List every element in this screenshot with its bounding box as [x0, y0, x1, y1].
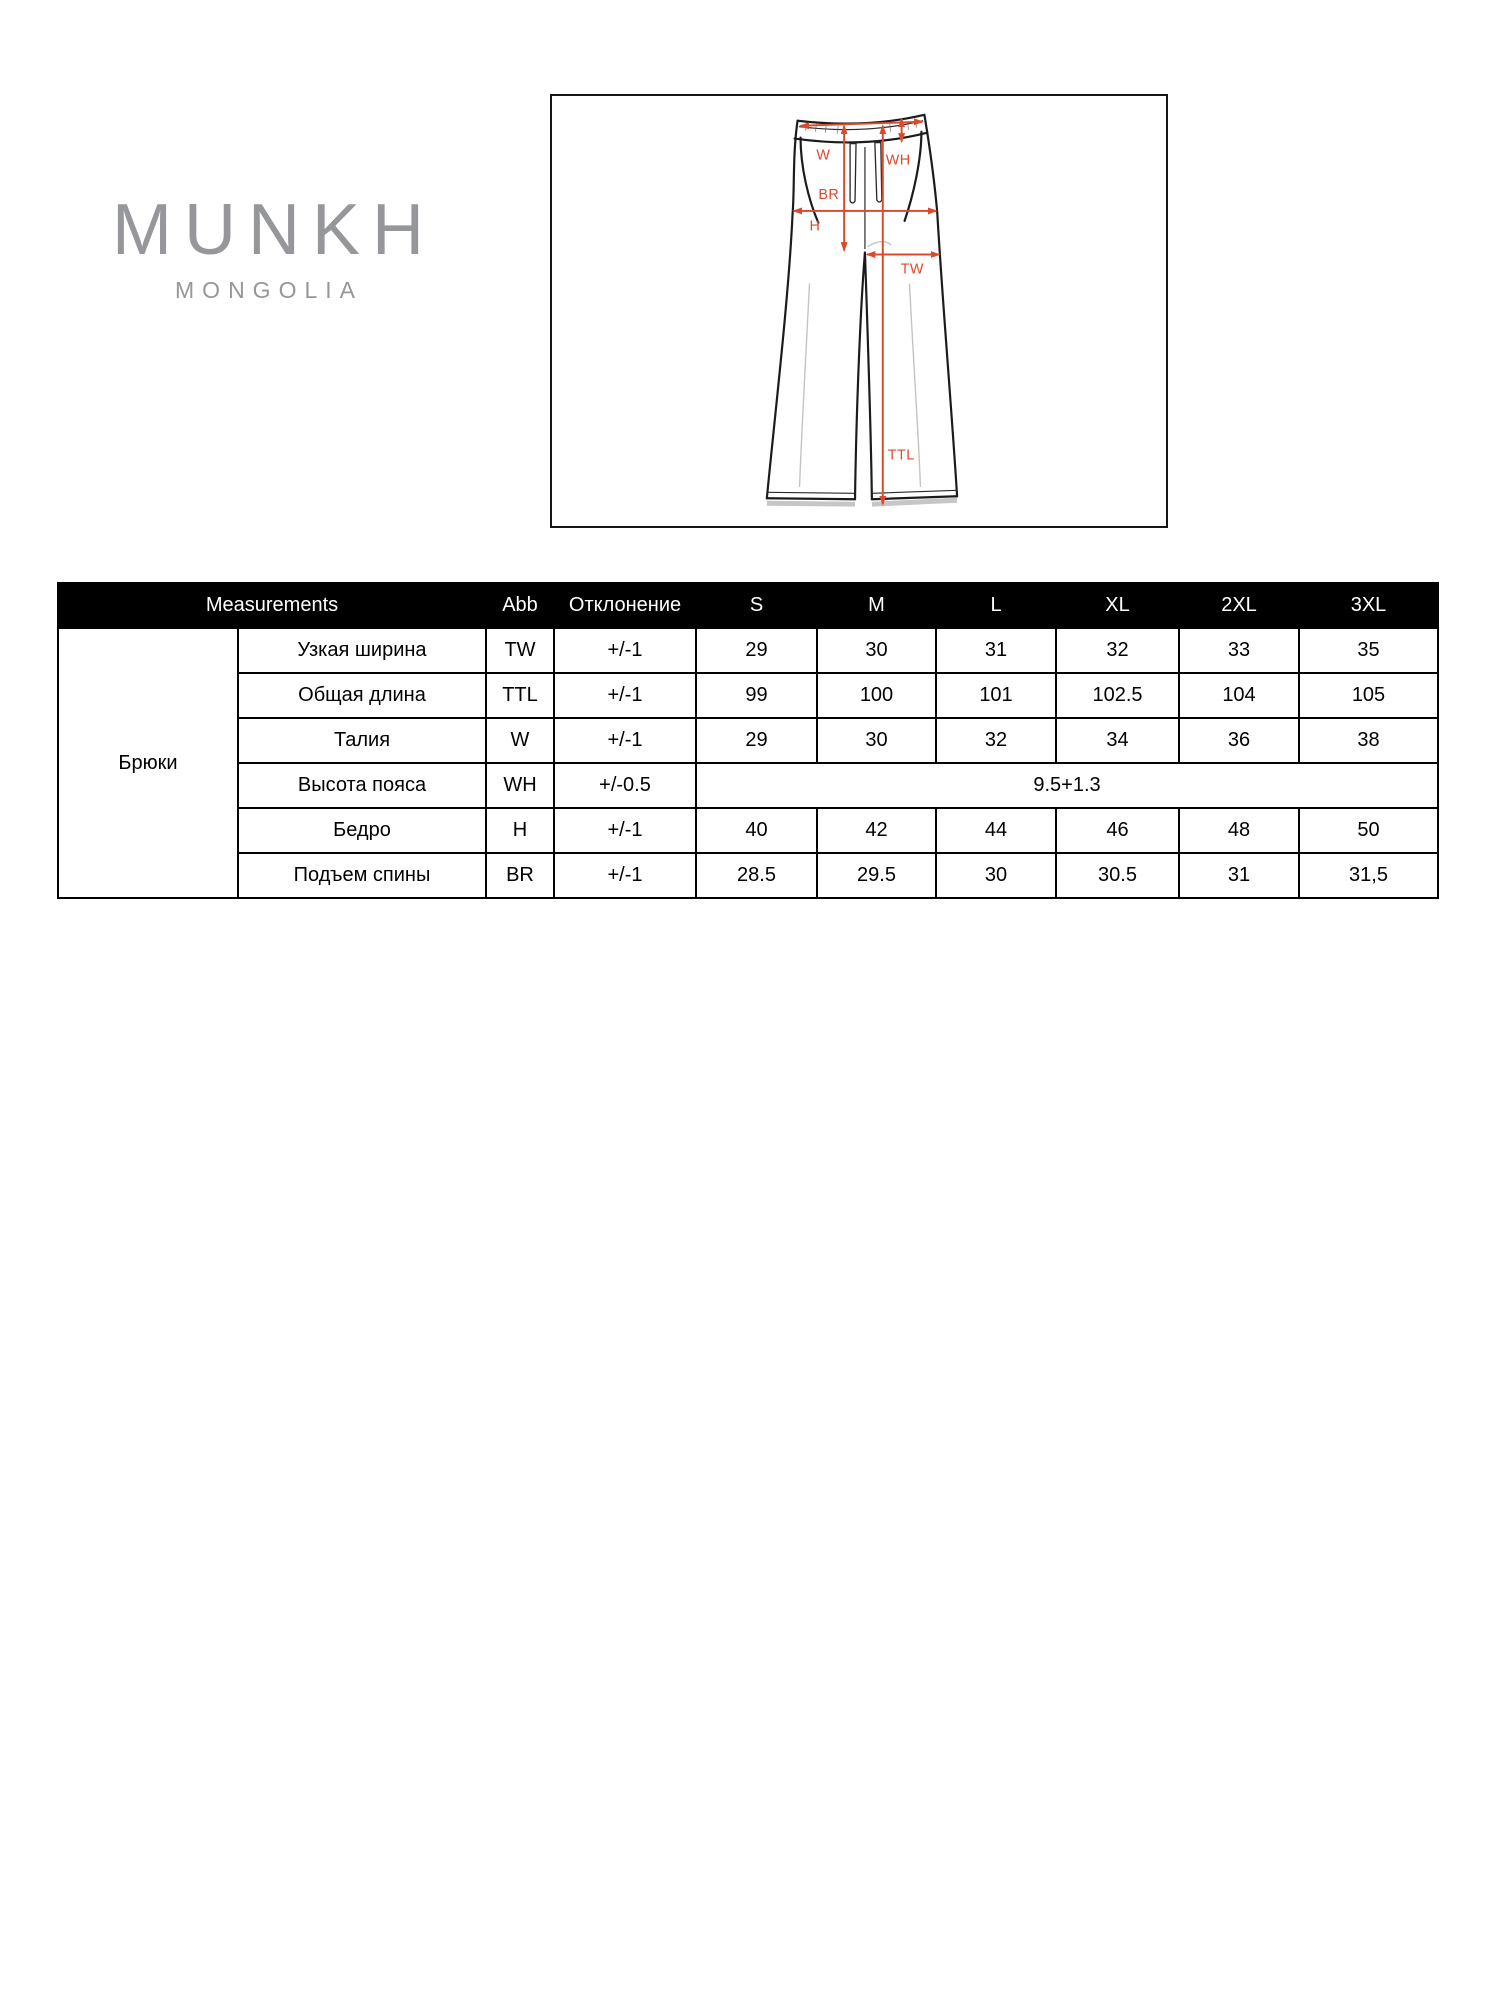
table-row: [58, 673, 1438, 718]
value-cell: 50: [1299, 808, 1438, 853]
row-label: Подъем спины: [238, 853, 486, 898]
size-table: [57, 582, 1439, 899]
value-cell: 30: [936, 853, 1056, 898]
label-tw: TW: [900, 261, 924, 278]
label-br: BR: [818, 187, 840, 204]
abb-cell: TW: [486, 628, 554, 673]
dev-cell: +/-1: [554, 853, 696, 898]
value-cell: 31,5: [1299, 853, 1438, 898]
value-cell: 99: [696, 673, 817, 718]
value-cell: 33: [1179, 628, 1299, 673]
value-cell: 32: [1056, 628, 1179, 673]
pants-diagram: [552, 96, 1166, 526]
label-wh: WH: [885, 152, 911, 169]
right-hem-shadow: [872, 500, 957, 504]
abb-cell: H: [486, 808, 554, 853]
dev-cell: +/-1: [554, 628, 696, 673]
value-cell: 31: [936, 628, 1056, 673]
value-cell: 31: [1179, 853, 1299, 898]
label-h: H: [809, 218, 821, 235]
left-drawstring: [850, 144, 856, 203]
brand-logo: [100, 190, 436, 304]
size-table-wrap: [57, 582, 1439, 899]
value-cell: 101: [936, 673, 1056, 718]
table-row: [58, 718, 1438, 763]
value-cell: 28.5: [696, 853, 817, 898]
abb-cell: W: [486, 718, 554, 763]
col-header-abb: Abb: [486, 583, 554, 628]
left-hem-shadow: [767, 503, 855, 504]
dev-cell: +/-1: [554, 673, 696, 718]
value-cell: 35: [1299, 628, 1438, 673]
col-header-s: S: [696, 583, 817, 628]
value-cell: 44: [936, 808, 1056, 853]
dev-cell: +/-1: [554, 808, 696, 853]
row-label: Общая длина: [238, 673, 486, 718]
table-row: [58, 763, 1438, 808]
pants-diagram-box: [550, 94, 1168, 528]
table-row: [58, 628, 1438, 673]
value-cell: 36: [1179, 718, 1299, 763]
brand-name: MUNKH: [112, 190, 436, 270]
col-header-deviation: Отклонение: [554, 583, 696, 628]
table-row: [58, 808, 1438, 853]
value-cell: 30: [817, 628, 936, 673]
dev-cell: +/-0.5: [554, 763, 696, 808]
value-cell: 29: [696, 718, 817, 763]
label-w: W: [816, 147, 831, 164]
right-drawstring: [875, 143, 882, 202]
value-cell: 104: [1179, 673, 1299, 718]
row-label: Бедро: [238, 808, 486, 853]
table-row: [58, 853, 1438, 898]
value-cell: 34: [1056, 718, 1179, 763]
value-cell: 30: [817, 718, 936, 763]
col-header-xl: XL: [1056, 583, 1179, 628]
value-cell: 105: [1299, 673, 1438, 718]
value-cell: 30.5: [1056, 853, 1179, 898]
col-header-3xl: 3XL: [1299, 583, 1438, 628]
value-cell: 100: [817, 673, 936, 718]
abb-cell: BR: [486, 853, 554, 898]
value-cell: 29: [696, 628, 817, 673]
col-header-l: L: [936, 583, 1056, 628]
value-cell: 38: [1299, 718, 1438, 763]
value-cell: 32: [936, 718, 1056, 763]
brand-subtitle: MONGOLIA: [175, 277, 363, 303]
pants-outline: [767, 115, 957, 499]
value-cell: 46: [1056, 808, 1179, 853]
col-header-measurements: Measurements: [58, 583, 486, 628]
label-ttl: TTL: [887, 447, 915, 464]
col-header-m: M: [817, 583, 936, 628]
dev-cell: +/-1: [554, 718, 696, 763]
value-cell: 42: [817, 808, 936, 853]
row-label: Высота пояса: [238, 763, 486, 808]
row-label: Талия: [238, 718, 486, 763]
group-cell: Брюки: [58, 628, 238, 898]
row-label: Узкая ширина: [238, 628, 486, 673]
value-cell: 48: [1179, 808, 1299, 853]
abb-cell: TTL: [486, 673, 554, 718]
abb-cell: WH: [486, 763, 554, 808]
value-cell: 102.5: [1056, 673, 1179, 718]
col-header-2xl: 2XL: [1179, 583, 1299, 628]
merged-value-cell: 9.5+1.3: [696, 763, 1438, 808]
value-cell: 40: [696, 808, 817, 853]
value-cell: 29.5: [817, 853, 936, 898]
table-header-row: [58, 583, 1438, 628]
